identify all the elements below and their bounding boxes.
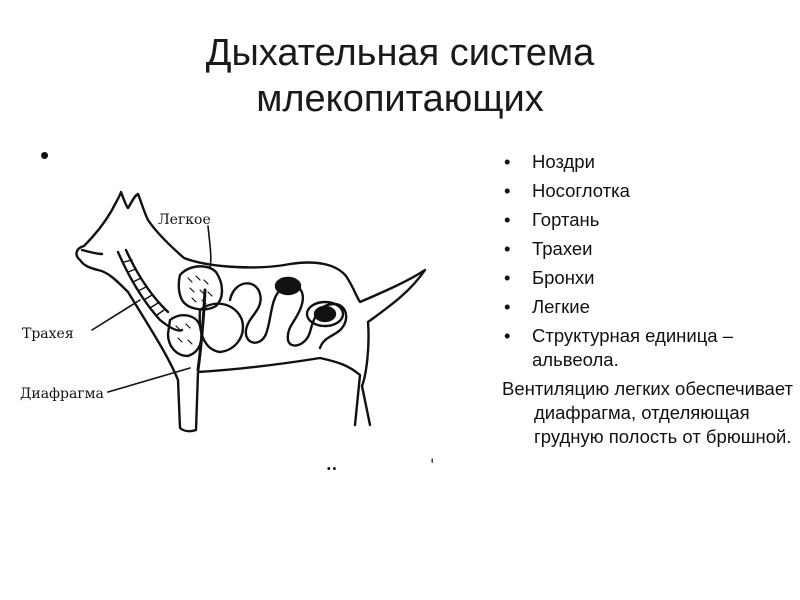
bladder bbox=[315, 307, 335, 321]
list-item bbox=[502, 208, 798, 232]
stray-tick: ' bbox=[430, 455, 435, 474]
list-item bbox=[502, 237, 798, 261]
leader-lung bbox=[208, 226, 211, 268]
title-line-2: млекопитающих bbox=[256, 78, 544, 120]
list-item bbox=[502, 150, 798, 174]
bullet-icon: • bbox=[504, 325, 511, 346]
diaphragm-paragraph: Вентиляцию легких обеспечивает диафрагма, отделяющая грудную полость от брюшной. bbox=[502, 378, 793, 447]
bullet-icon: • bbox=[504, 238, 511, 259]
list-item-text: Ноздри bbox=[532, 151, 595, 172]
list-item-text: Гортань bbox=[532, 209, 600, 230]
diaphragm-line bbox=[198, 290, 205, 370]
list-item-text: Трахеи bbox=[532, 238, 593, 259]
content-panel bbox=[502, 150, 798, 449]
kidney bbox=[276, 278, 300, 294]
bullet-icon: • bbox=[504, 296, 511, 317]
list-item bbox=[502, 324, 798, 372]
title-line-1: Дыхательная система bbox=[205, 32, 595, 74]
list-item-text: Структурная единица – альвеола. bbox=[532, 325, 734, 370]
dog-mouth bbox=[82, 250, 102, 254]
leader-trachea bbox=[92, 300, 140, 330]
label-lung: Легкое bbox=[158, 212, 211, 228]
list-item-text: Бронхи bbox=[532, 267, 595, 288]
dog-body-outline bbox=[77, 192, 425, 431]
stray-dots: .. bbox=[326, 455, 338, 474]
list-item bbox=[502, 266, 798, 290]
list-item-text: Легкие bbox=[532, 296, 590, 317]
label-diaphragm: Диафрагма bbox=[20, 386, 104, 402]
bullet-icon: • bbox=[504, 151, 511, 172]
list-item-text: Носоглотка bbox=[532, 180, 630, 201]
lung-lower bbox=[168, 315, 202, 356]
list-item bbox=[502, 179, 798, 203]
bullet-icon: • bbox=[504, 209, 511, 230]
slide-title bbox=[0, 30, 800, 122]
left-bullet: • bbox=[40, 140, 50, 170]
respiratory-organs-list bbox=[502, 150, 798, 372]
list-item bbox=[502, 295, 798, 319]
label-trachea: Трахея bbox=[22, 326, 74, 342]
respiratory-system-diagram bbox=[20, 180, 460, 480]
heart bbox=[200, 304, 243, 352]
bullet-icon: • bbox=[504, 267, 511, 288]
bullet-icon: • bbox=[504, 180, 511, 201]
